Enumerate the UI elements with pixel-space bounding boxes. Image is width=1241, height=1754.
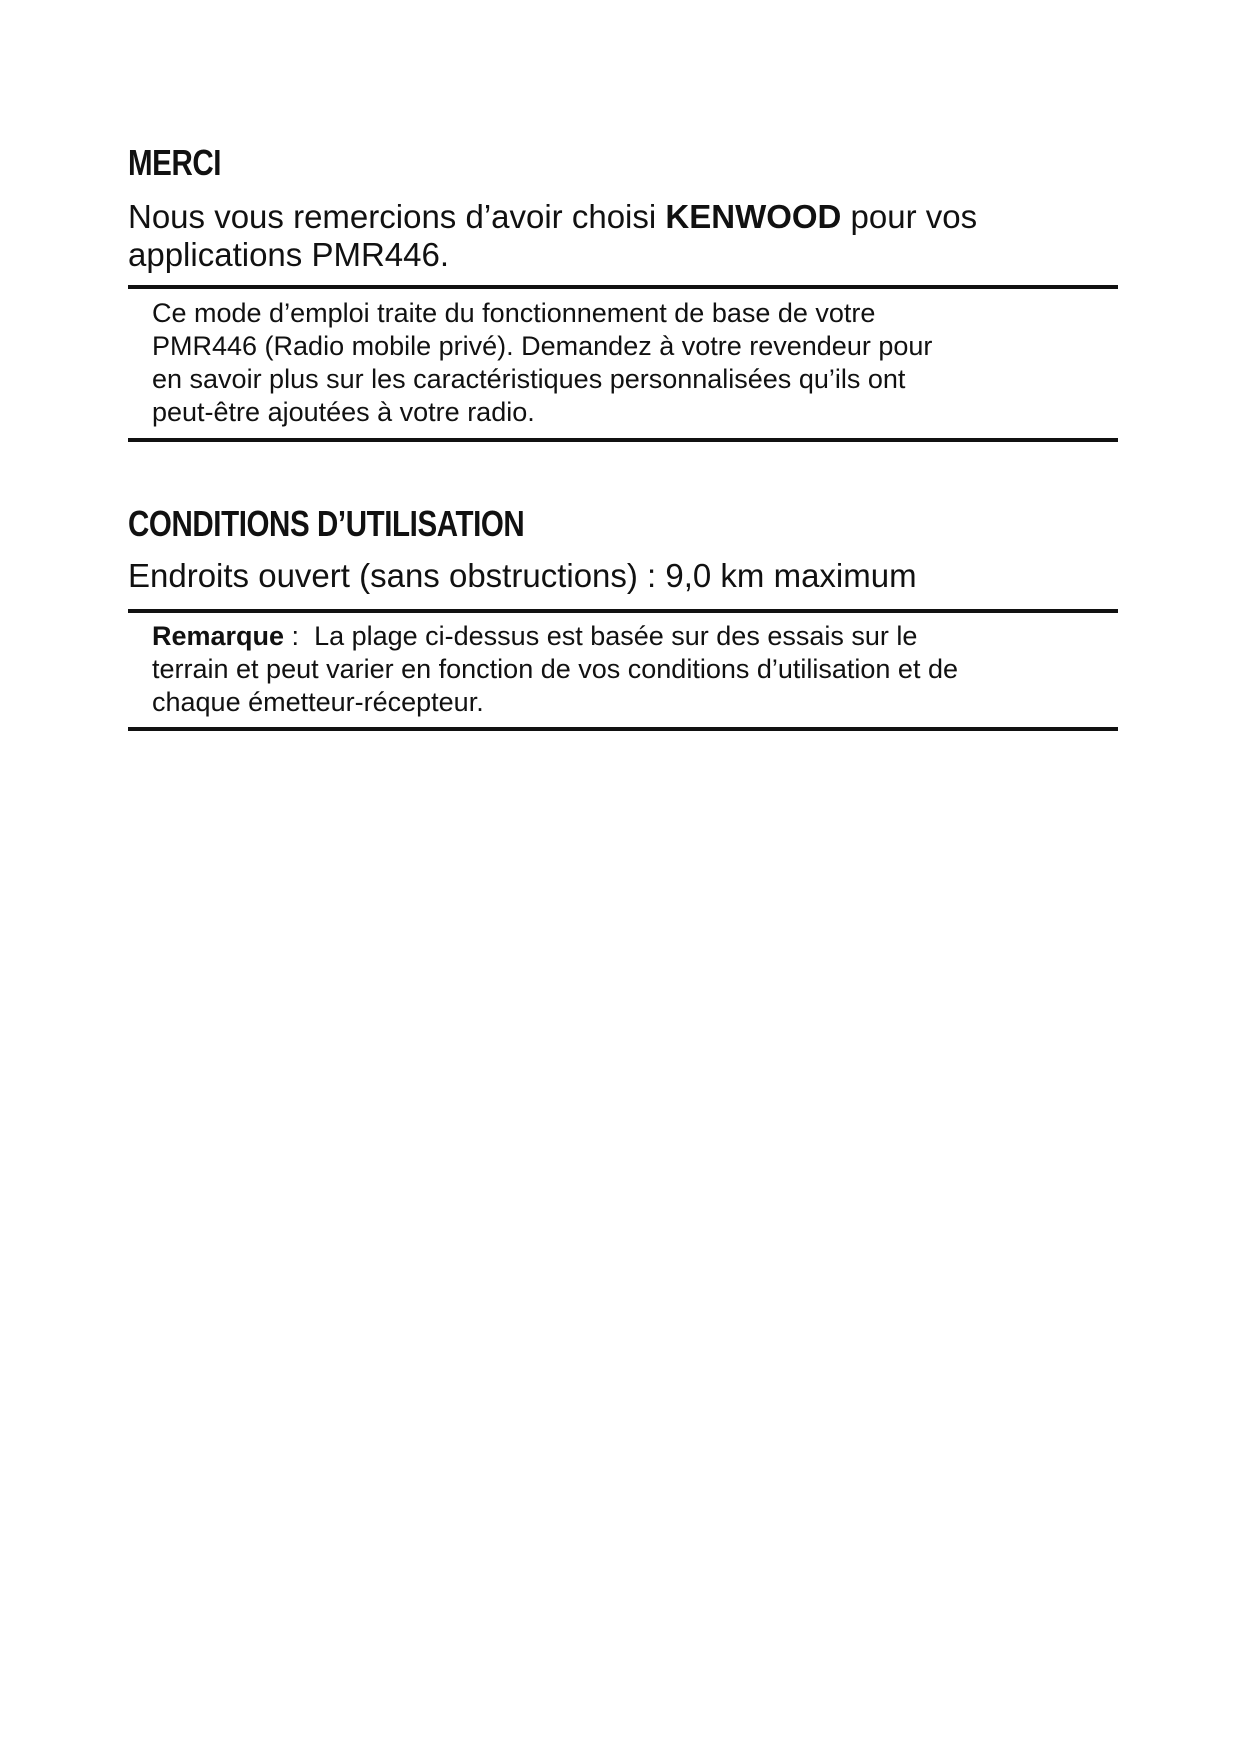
remark-separator: : [284, 621, 315, 651]
merci-note-box [128, 285, 1118, 442]
remark-line: chaque émetteur-récepteur. [152, 687, 484, 717]
bottom-rule [128, 438, 1118, 442]
conditions-heading: CONDITIONS D’UTILISATION [128, 503, 525, 544]
note-line: en savoir plus sur les caractéristiques personnalisées qu’ils ont [152, 364, 906, 394]
brand-name: KENWOOD [665, 198, 842, 235]
remark-line: terrain et peut varier en fonction de vos conditions d’utilisation et de [152, 654, 958, 684]
merci-intro-line-2: applications PMR446. [128, 236, 450, 273]
note-line: PMR446 (Radio mobile privé). Demandez à votre revendeur pour [152, 331, 933, 361]
merci-intro [128, 198, 1118, 274]
merci-intro-line-1 [128, 198, 1118, 236]
remark-text: La plage ci-dessus est basée sur des essais sur le [314, 621, 918, 651]
merci-section [128, 143, 1118, 183]
range-text: Endroits ouvert (sans obstructions) : 9,0 km maximum [128, 557, 917, 594]
bottom-rule [128, 727, 1118, 731]
note-line: Ce mode d’emploi traite du fonctionnement de base de votre [152, 298, 876, 328]
note-line: peut-être ajoutées à votre radio. [152, 397, 535, 427]
conditions-section [128, 504, 1118, 544]
remark-line [128, 620, 1118, 653]
remark-box [128, 609, 1118, 731]
conditions-range [128, 557, 1118, 595]
merci-heading: MERCI [128, 142, 222, 183]
intro-text-after: pour vos [841, 198, 978, 235]
intro-text-before: Nous vous remercions d’avoir choisi [128, 198, 666, 235]
remark-label: Remarque [152, 621, 285, 651]
